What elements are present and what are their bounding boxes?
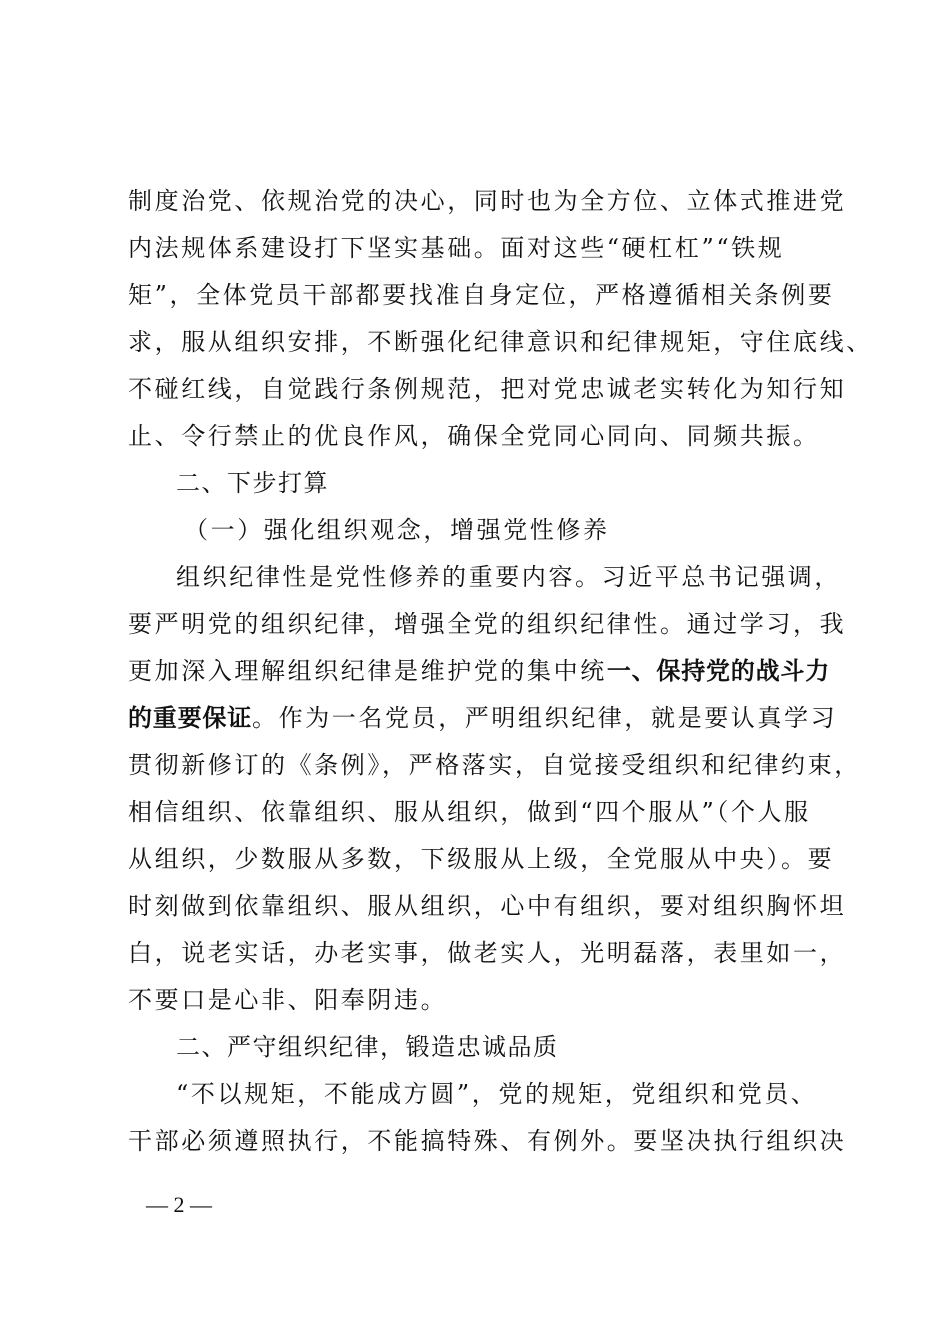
page-number: — 2 — xyxy=(146,1192,212,1217)
body-text-line: 贯彻新修订的《条例》，严格落实，自觉接受组织和纪律约束， xyxy=(128,751,861,779)
body-text-segment: 更加深入理解组织纪律是维护党的集中统 xyxy=(128,657,607,685)
body-text-line: “不以规矩，不能成方圆”，党的规矩，党组织和党员、 xyxy=(176,1080,818,1108)
body-text-line: 白，说老实话，办老实事，做老实人，光明磊落，表里如一， xyxy=(128,939,847,967)
subsection-heading: （一）强化组织观念，增强党性修养 xyxy=(184,516,610,544)
bold-text-segment: 的重要保证 xyxy=(128,704,252,732)
body-text-line: 要严明党的组织纪律，增强全党的组织纪律性。通过学习，我 xyxy=(128,610,847,638)
body-text-line: 求，服从组织安排，不断强化纪律意识和纪律规矩，守住底线、 xyxy=(128,328,873,356)
body-text-line: 不碰红线，自觉践行条例规范，把对党忠诚老实转化为知行知 xyxy=(128,375,847,403)
body-text-line: 制度治党、依规治党的决心，同时也为全方位、立体式推进党 xyxy=(128,187,847,215)
bold-text-segment: 一、保持党的战斗力 xyxy=(606,657,831,685)
body-text-line: 时刻做到依靠组织、服从组织，心中有组织，要对组织胸怀坦 xyxy=(128,892,847,920)
body-text-line-mixed xyxy=(128,656,832,686)
body-text-line: 不要口是心非、阳奉阴违。 xyxy=(128,986,448,1014)
body-text-line: 干部必须遵照执行，不能搞特殊、有例外。要坚决执行组织决 xyxy=(128,1127,847,1155)
body-text-line: 相信组织、依靠组织、服从组织，做到“四个服从”（个人服 xyxy=(128,798,811,826)
body-text-line: 组织纪律性是党性修养的重要内容。习近平总书记强调， xyxy=(176,563,841,591)
section-heading: 二、下步打算 xyxy=(176,469,329,497)
body-text-line: 从组织，少数服从多数，下级服从上级，全党服从中央）。要 xyxy=(128,845,835,873)
body-text-line-mixed xyxy=(128,703,838,733)
section-heading: 二、严守组织纪律，锻造忠诚品质 xyxy=(176,1033,559,1061)
body-text-segment: 。作为一名党员，严明组织纪律，就是要认真学习 xyxy=(252,704,838,732)
body-text-line: 矩”，全体党员干部都要找准自身定位，严格遵循相关条例要 xyxy=(128,281,835,309)
body-text-line: 内法规体系建设打下坚实基础。面对这些“硬杠杠”“铁规 xyxy=(128,234,785,262)
body-text-line: 止、令行禁止的优良作风，确保全党同心同向、同频共振。 xyxy=(128,422,820,450)
